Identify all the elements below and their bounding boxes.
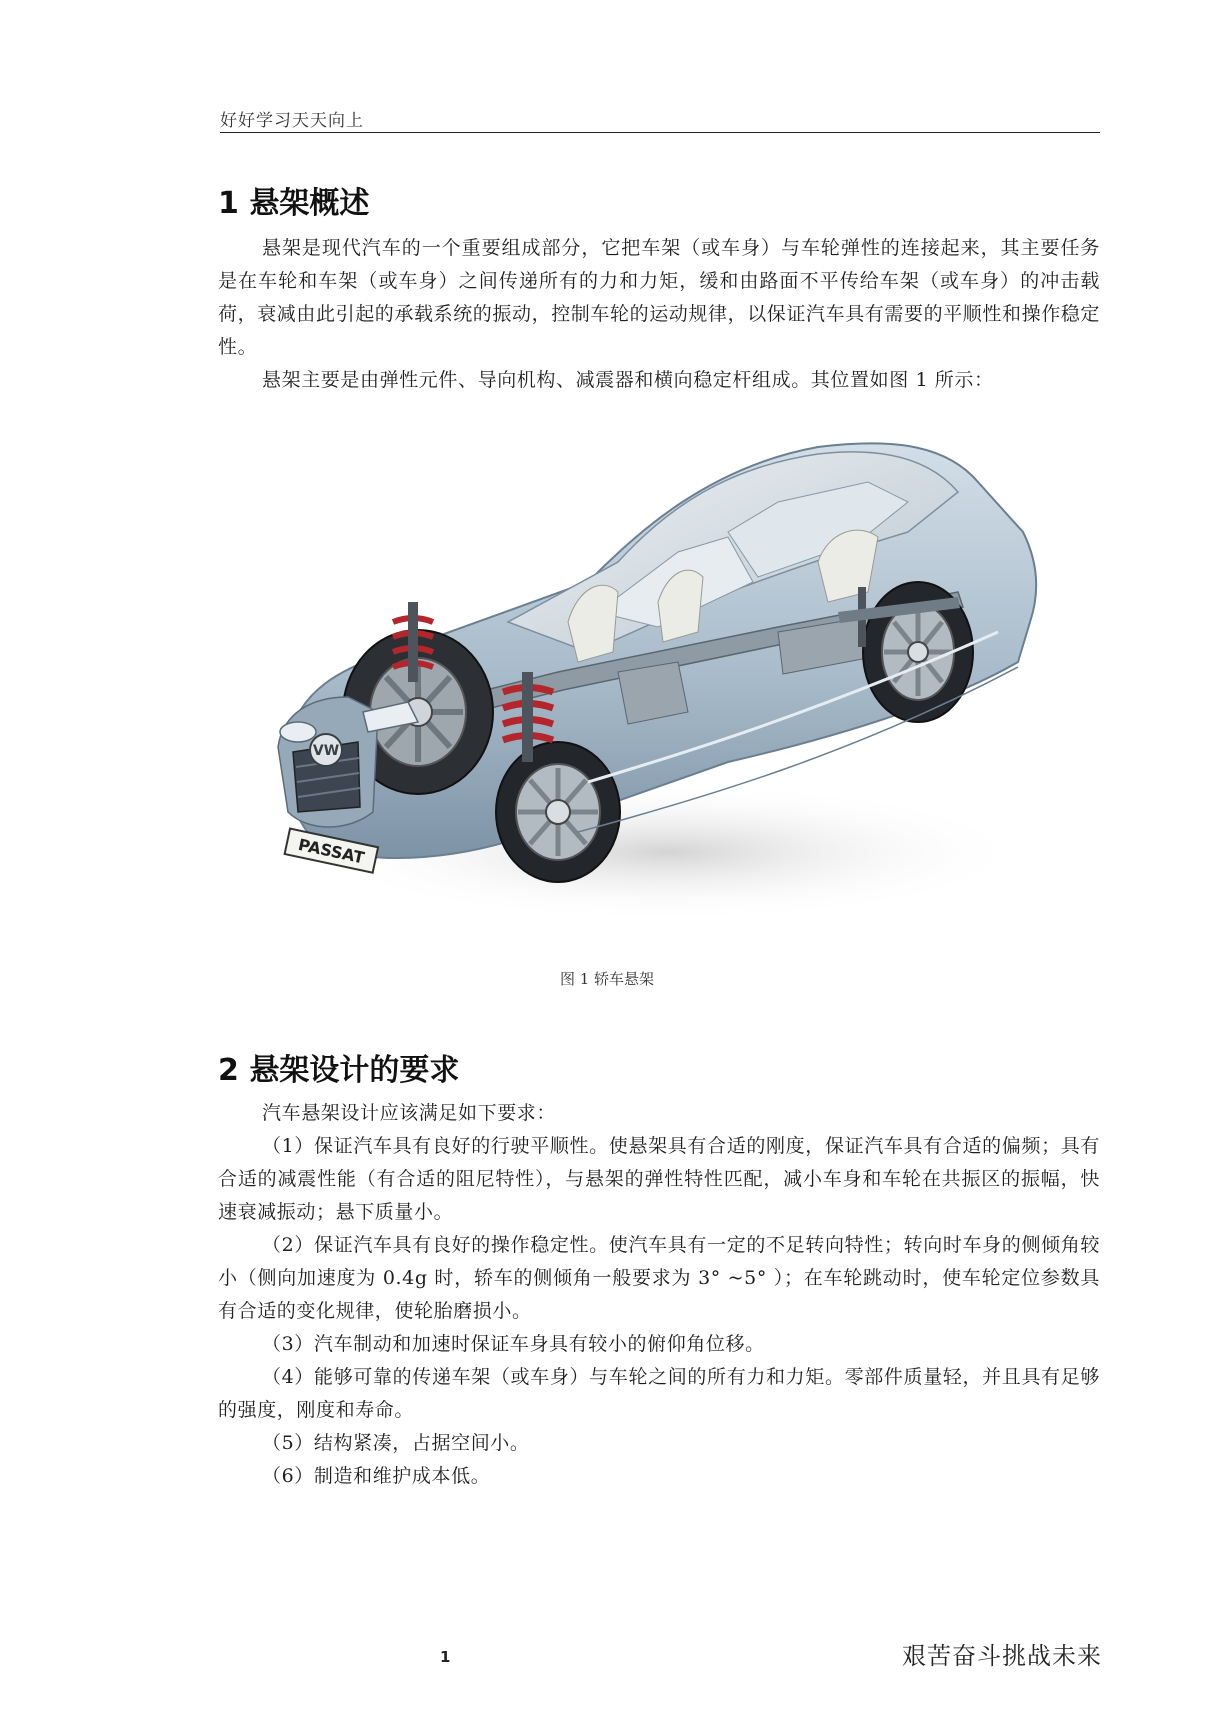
page-header <box>220 100 1100 133</box>
section1-paragraph2: 悬架主要是由弹性元件、导向机构、减震器和横向稳定杆组成。其位置如图 1 所示： <box>262 369 994 391</box>
footer-slogan: 艰苦奋斗挑战未来 <box>902 1642 1102 1670</box>
header-text: 好好学习天天向上 <box>220 111 364 131</box>
page-number: 1 <box>440 1648 451 1666</box>
requirement-item: （3）汽车制动和加速时保证车身具有较小的俯仰角位移。 <box>262 1333 765 1355</box>
svg-text:VW: VW <box>312 743 340 759</box>
section1-heading: 1 悬架概述 <box>218 186 370 221</box>
plate-text: PASSAT <box>296 834 367 868</box>
car-suspension-figure <box>258 412 1058 962</box>
section1-paragraph1: 悬架是现代汽车的一个重要组成部分，它把车架（或车身）与车轮弹性的连接起来，其主要任务是在车轮和车架（或车身）之间传递所有的力和力矩，缓和由路面不平传给车架（或车身）的冲击载荷，衰减由此引起的承载系统的振动，控制车轮的运动规律，以保证汽车具有需要的平顺性和操作稳定性。 <box>218 237 1101 358</box>
requirement-item: （2）保证汽车具有良好的操作稳定性。使汽车具有一定的不足转向特性；转向时车身的侧倾角较小（侧向加速度为 0.4g 时，轿车的侧倾角一般要求为 3° ~5° ）；在车轮跳动时，使车轮定位参数具有合适的变化规律，使轮胎磨损小。 <box>218 1234 1100 1322</box>
figure-caption: 图 1 轿车悬架 <box>559 970 655 988</box>
car-cutaway-illustration <box>258 412 1058 962</box>
section2-intro: 汽车悬架设计应该满足如下要求： <box>262 1102 557 1124</box>
requirement-item: （6）制造和维护成本低。 <box>262 1465 491 1487</box>
section2-heading: 2 悬架设计的要求 <box>218 1053 460 1088</box>
requirement-item: （5）结构紧凑，占据空间小。 <box>262 1432 530 1454</box>
requirement-item: （1）保证汽车具有良好的行驶平顺性。使悬架具有合适的刚度，保证汽车具有合适的偏频；具有合适的减震性能（有合适的阻尼特性），与悬架的弹性特性匹配，减小车身和车轮在共振区的振幅，快速衰减振动；悬下质量小。 <box>218 1135 1100 1223</box>
requirement-item: （4）能够可靠的传递车架（或车身）与车轮之间的所有力和力矩。零部件质量轻，并且具有足够的强度，刚度和寿命。 <box>218 1366 1100 1421</box>
